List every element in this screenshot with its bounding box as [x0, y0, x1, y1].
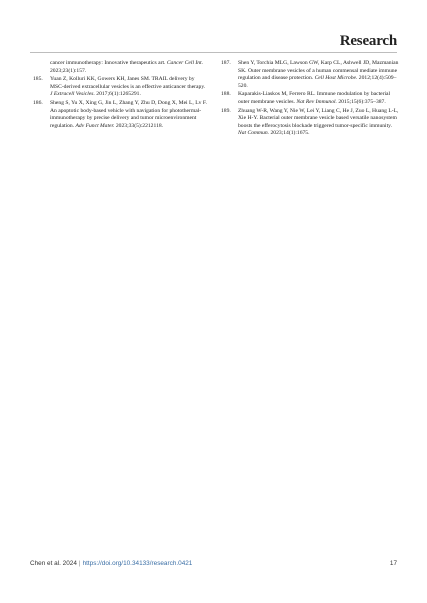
- reference-text: Sheng S, Yu X, Xing G, Jin L, Zhang Y, Zhu D, Dong X, Mei L, Lv F. An apoptotic body-based vehicle with navigation for photothermal-immunotherapy by precise delivery and tumor microenvironment regulation. Adv Funct Mater. 2023;33(5):2212118.: [50, 99, 207, 129]
- reference-number: 188.: [221, 91, 231, 98]
- page-number: 17: [389, 560, 397, 567]
- reference-number: 186.: [33, 99, 43, 106]
- footer-separator: |: [78, 560, 81, 567]
- reference-number: 185.: [33, 76, 43, 83]
- reference-item: [221, 60, 401, 90]
- page-footer: [30, 560, 397, 567]
- reference-text: Kaparakis-Liaskos M, Ferrero RL. Immune modulation by bacterial outer membrane vesicles. Nat Rev Immunol. 2015;15(6):375–387.: [238, 91, 391, 105]
- reference-number: 187.: [221, 60, 231, 66]
- references-column-right: [221, 60, 401, 139]
- reference-text: Shen Y, Torchia MLG, Lawson GW, Karp CL, Ashwell JD, Mazmanian SK. Outer membrane vesicles of a human commensal mediate immune regulation and disease protection. Cell Host Microbe. 2012;12(4):509–520.: [238, 60, 399, 89]
- reference-item: [33, 76, 208, 99]
- reference-item: [33, 100, 208, 130]
- journal-title: Nat Commun.: [238, 130, 270, 137]
- reference-item: [33, 60, 208, 75]
- journal-title: Cell Host Microbe.: [314, 75, 358, 82]
- citation-text: Chen et al. 2024: [30, 560, 77, 567]
- reference-item: [221, 108, 401, 138]
- doi-link[interactable]: https://doi.org/10.34133/research.0421: [82, 560, 193, 567]
- footer-citation: [30, 560, 192, 567]
- journal-title: J Extracell Vesicles.: [50, 91, 95, 98]
- journal-name: Research: [339, 33, 397, 49]
- reference-item: [221, 91, 401, 106]
- journal-title: Adv Funct Mater.: [75, 122, 115, 129]
- reference-text: Zhuang W-R, Wang Y, Nie W, Lei Y, Liang C, He J, Zuo L, Huang L-L, Xie H-Y. Bacterial outer membrane vesicle based versatile nanosystem boosts the efferocytosis blockade triggered tumor-specific immunity. Nat Commun. 2023;14(1):1675.: [238, 107, 399, 137]
- header-divider: [30, 52, 397, 53]
- reference-number: 189.: [221, 107, 231, 114]
- reference-text: Yuan Z, Kolluri KK, Gowers KH, Janes SM. TRAIL delivery by MSC-derived extracellular vesicles is an effective anticancer therapy. J Extracell Vesicles. 2017;6(1):1265291.: [50, 76, 206, 98]
- reference-text: cancer immunotherapy: Innovative therapeutics art. Cancer Cell Int. 2023;23(1):157.: [50, 60, 204, 74]
- journal-title: Nat Rev Immunol.: [296, 98, 337, 105]
- journal-title: Cancer Cell Int.: [166, 60, 204, 66]
- references-column-left: [33, 60, 208, 131]
